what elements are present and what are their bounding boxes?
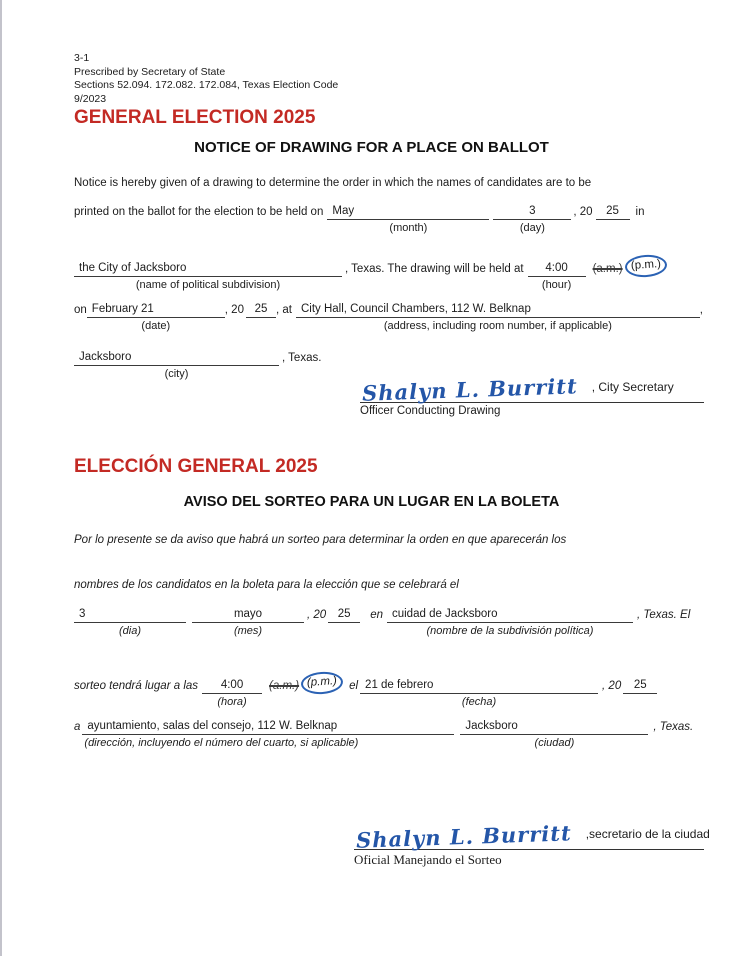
mes-field <box>192 608 304 637</box>
row1-lead-text: printed on the ballot for the election to be held on <box>74 206 324 218</box>
es-row1-year-prefix: , 20 <box>307 609 327 621</box>
dia-value: 3 <box>74 608 186 623</box>
subdivision-caption: (name of political subdivision) <box>135 279 281 291</box>
fecha-field <box>360 679 598 708</box>
ciudad-caption: (ciudad) <box>534 737 575 749</box>
form-row-drawing-date-address <box>74 303 703 332</box>
prescribed-by-line: Prescribed by Secretary of State <box>74 65 226 78</box>
signature-title-english: , City Secretary <box>591 380 674 394</box>
hora-value: 4:00 <box>202 679 262 694</box>
day-field <box>493 205 571 234</box>
es-year-field-2 <box>623 679 657 694</box>
year-value-2: 25 <box>246 303 276 318</box>
form-meta-header <box>74 52 338 106</box>
pm-circle-annotation-es <box>301 672 343 694</box>
month-field <box>327 205 489 234</box>
row3-lead-text: on <box>74 304 87 316</box>
es-row2-year-prefix: , 20 <box>602 680 622 692</box>
date-value: February 21 <box>87 303 225 318</box>
am-option-struck-es: (a.m.) <box>269 680 300 692</box>
intro-paragraph-english: Notice is hereby given of a drawing to determine the order in which the names of candidates are to be <box>74 177 592 189</box>
year-field <box>596 205 630 220</box>
year-value: 25 <box>596 205 630 220</box>
signature-caption-english: Officer Conducting Drawing <box>360 405 501 417</box>
direccion-field <box>82 720 454 749</box>
hour-value: 4:00 <box>528 262 586 277</box>
row3-tail-comma: , <box>699 304 703 316</box>
row1-tail-text: in <box>635 206 645 218</box>
notice-title-english: NOTICE OF DRAWING FOR A PLACE ON BALLOT <box>194 139 549 156</box>
fecha-value: 21 de febrero <box>360 679 598 694</box>
ciudad-field <box>460 720 648 749</box>
intro-paragraph-spanish-2: nombres de los candidatos en la boleta para la elección que se celebrará el <box>74 579 459 591</box>
form-row-subdivision-hour <box>74 255 667 291</box>
signature-name-spanish: Shalyn L. Burritt <box>355 820 573 853</box>
es-row1-tail-text: , Texas. El <box>636 609 691 621</box>
form-row-hora-fecha <box>74 672 657 708</box>
intro-paragraph-spanish-1: Por lo presente se da aviso que habrá un sorteo para determinar la orden en que aparecerán los <box>74 534 567 546</box>
pm-option-circled-es: (p.m.) <box>300 671 343 696</box>
signature-caption-spanish: Oficial Manejando el Sorteo <box>354 852 502 867</box>
row4-tail-text: , Texas. <box>282 352 322 364</box>
fecha-caption: (fecha) <box>461 696 497 708</box>
es-row3-tail-text: , Texas. <box>653 721 694 733</box>
hour-field <box>528 262 586 291</box>
revision-date: 9/2023 <box>74 92 107 105</box>
row2-mid-text: , Texas. The drawing will be held at <box>345 263 524 275</box>
pm-circle-annotation <box>625 255 667 277</box>
mes-caption: (mes) <box>233 625 263 637</box>
ciudad-value: Jacksboro <box>460 720 648 735</box>
row3-year-prefix: , 20 <box>224 304 244 316</box>
subdivision-value: the City of Jacksboro <box>74 262 342 277</box>
form-row-election-date <box>74 205 645 234</box>
date-field <box>87 303 225 332</box>
am-option-struck: (a.m.) <box>592 263 623 275</box>
es-row1-en-text: en <box>370 609 383 621</box>
mes-value: mayo <box>192 608 304 623</box>
year-prefix-text: , 20 <box>573 206 593 218</box>
es-year-field <box>328 608 360 623</box>
form-row-direccion-ciudad <box>74 720 694 749</box>
direccion-caption: (dirección, incluyendo el número del cuarto, si aplicable) <box>84 737 359 749</box>
es-row2-el-text: el <box>349 680 359 692</box>
sections-line: Sections 52.094. 172.082. 172.084, Texas Election Code <box>74 79 339 91</box>
signature-block-spanish <box>354 820 710 868</box>
year-field-2 <box>246 303 276 318</box>
es-row2-lead-text: sorteo tendrá lugar a las <box>74 680 199 692</box>
address-value: City Hall, Council Chambers, 112 W. Belknap <box>296 303 700 318</box>
city-caption: (city) <box>164 368 189 380</box>
hour-caption: (hour) <box>541 279 572 291</box>
signature-line-english <box>360 373 704 406</box>
subdivision-field <box>74 262 342 291</box>
dia-caption: (dia) <box>118 625 141 637</box>
notice-title-spanish: AVISO DEL SORTEO PARA UN LUGAR EN LA BOLETA <box>183 494 560 510</box>
row3-at-text: , at <box>275 304 292 316</box>
day-caption: (day) <box>519 222 545 234</box>
election-heading-english: GENERAL ELECTION 2025 <box>74 107 316 128</box>
es-year-value: 25 <box>328 608 360 623</box>
subdivision-value-es: cuidad de Jacksboro <box>387 608 633 623</box>
subdivision-field-es <box>387 608 633 637</box>
day-value: 3 <box>493 205 571 220</box>
month-value: May <box>327 205 489 220</box>
es-row3-lead-text: a <box>74 721 81 733</box>
month-caption: (month) <box>389 222 428 234</box>
dia-field <box>74 608 186 637</box>
hora-caption: (hora) <box>217 696 247 708</box>
pm-option-circled: (p.m.) <box>624 254 667 279</box>
form-number: 3-1 <box>74 52 90 64</box>
election-heading-spanish: ELECCIÓN GENERAL 2025 <box>74 456 318 477</box>
address-field <box>296 303 700 332</box>
hora-field <box>202 679 262 708</box>
form-row-fecha-eleccion <box>74 608 691 637</box>
form-row-city <box>74 351 322 380</box>
city-field <box>74 351 279 380</box>
date-caption: (date) <box>141 320 171 332</box>
city-value: Jacksboro <box>74 351 279 366</box>
direccion-value: ayuntamiento, salas del consejo, 112 W. Belknap <box>82 720 454 735</box>
signature-line-spanish <box>354 820 710 853</box>
signature-title-spanish: ,secretario de la ciudad <box>585 827 710 841</box>
signature-name-english: Shalyn L. Burritt <box>361 373 579 406</box>
es-year-value-2: 25 <box>623 679 657 694</box>
signature-block-english <box>360 373 704 417</box>
address-caption: (address, including room number, if applicable) <box>383 320 612 332</box>
subdivision-caption-es: (nombre de la subdivisión política) <box>426 625 594 637</box>
